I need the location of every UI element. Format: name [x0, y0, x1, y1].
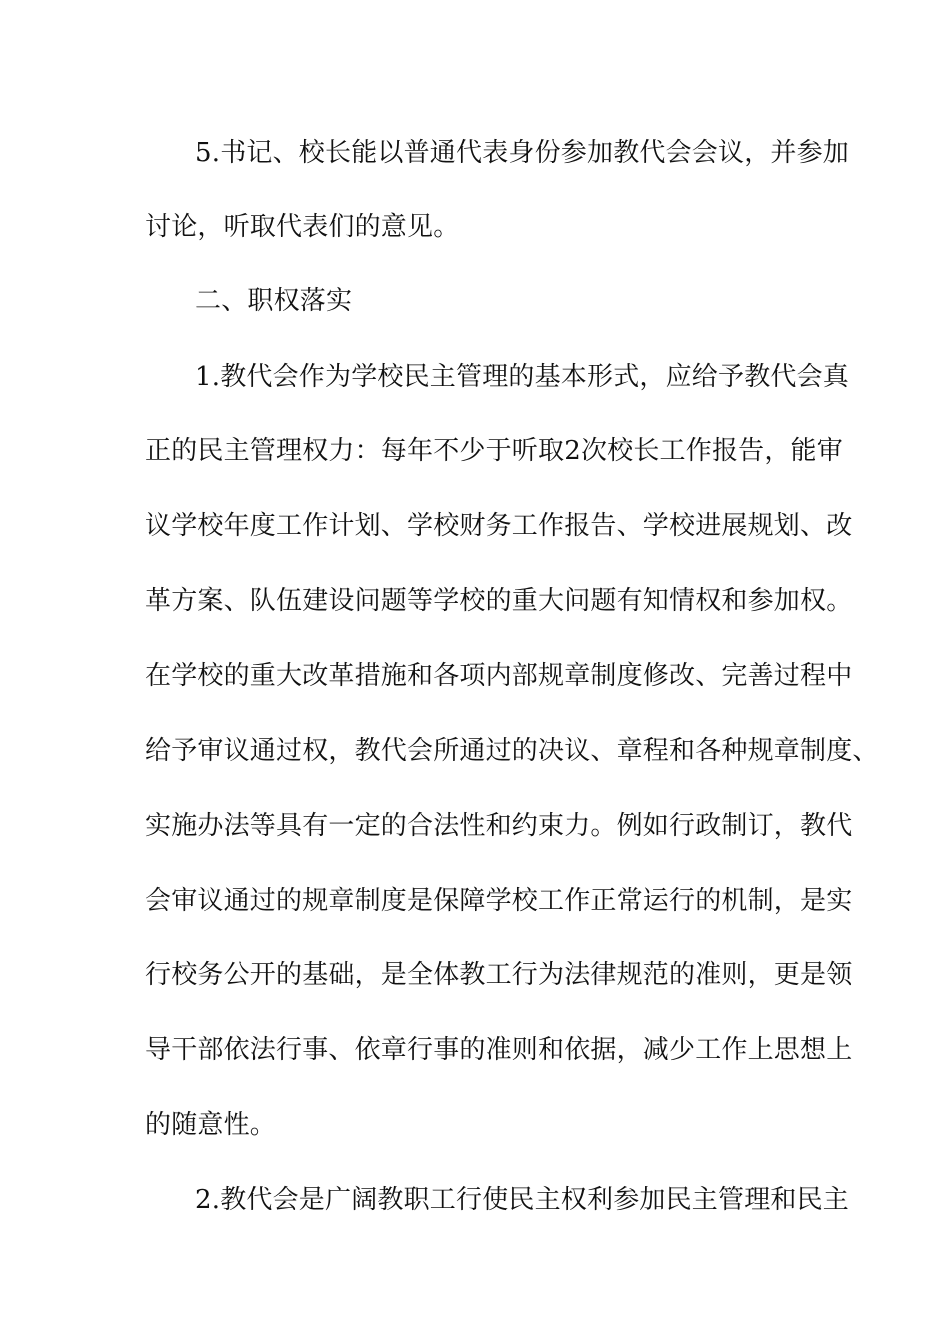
paragraph-1-line-1: 1.教代会作为学校民主管理的基本形式，应给予教代会真 — [195, 362, 850, 392]
paragraph-1-line-7: 实施办法等具有一定的合法性和约束力。例如行政制订，教代 — [145, 811, 853, 841]
paragraph-2-line-1: 2.教代会是广阔教职工行使民主权利参加民主管理和民主 — [195, 1185, 850, 1215]
section-heading: 二、职权落实 — [195, 286, 353, 316]
paragraph-1-line-4: 革方案、队伍建设问题等学校的重大问题有知情权和参加权。 — [145, 586, 853, 616]
paragraph-1-line-2: 正的民主管理权力：每年不少于听取2次校长工作报告，能审 — [145, 436, 843, 466]
paragraph-1-line-11: 的随意性。 — [145, 1110, 277, 1140]
paragraph-1-line-6: 给予审议通过权，教代会所通过的决议、章程和各种规章制度、 — [145, 736, 879, 766]
paragraph-5-line-1: 5.书记、校长能以普通代表身份参加教代会会议，并参加 — [195, 138, 850, 168]
paragraph-5-line-2: 讨论，听取代表们的意见。 — [145, 212, 460, 242]
paragraph-1-line-3: 议学校年度工作计划、学校财务工作报告、学校进展规划、改 — [145, 511, 853, 541]
paragraph-1-line-8: 会审议通过的规章制度是保障学校工作正常运行的机制，是实 — [145, 886, 853, 916]
paragraph-1-line-10: 导干部依法行事、依章行事的准则和依据，减少工作上思想上 — [145, 1035, 853, 1065]
paragraph-1-line-9: 行校务公开的基础，是全体教工行为法律规范的准则，更是领 — [145, 960, 853, 990]
paragraph-1-line-5: 在学校的重大改革措施和各项内部规章制度修改、完善过程中 — [145, 661, 853, 691]
